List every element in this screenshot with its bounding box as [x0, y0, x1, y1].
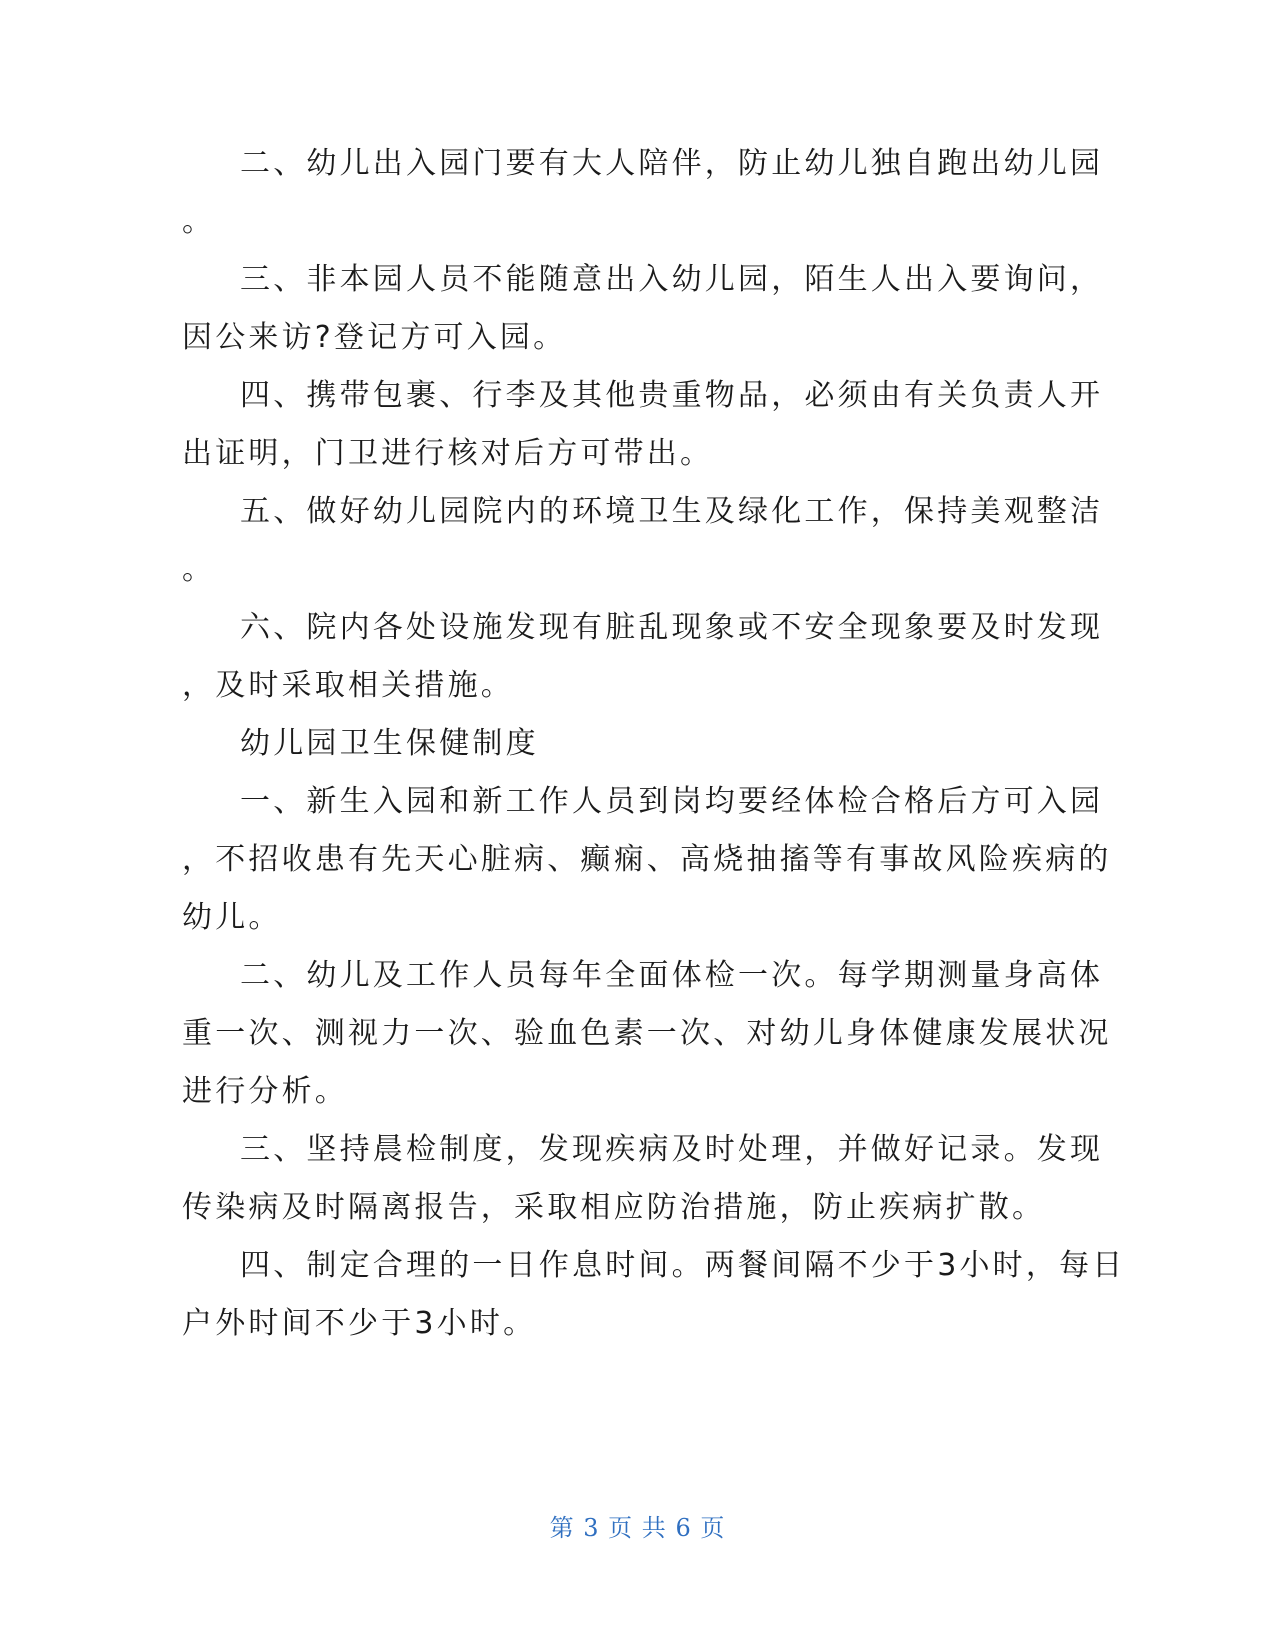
- health-paragraph-1-line-3: 幼儿。: [182, 900, 282, 935]
- health-paragraph-1-line-1: 一、新生入园和新工作人员到岗均要经体检合格后方可入园: [240, 784, 1104, 819]
- paragraph-5-line-1: 五、做好幼儿园院内的环境卫生及绿化工作，保持美观整洁: [240, 494, 1104, 529]
- section-heading: 幼儿园卫生保健制度: [240, 726, 539, 761]
- health-paragraph-2-line-3: 进行分析。: [182, 1074, 348, 1109]
- health-paragraph-2-line-1: 二、幼儿及工作人员每年全面体检一次。每学期测量身高体: [240, 958, 1104, 993]
- health-paragraph-3-line-2: 传染病及时隔离报告，采取相应防治措施，防止疾病扩散。: [182, 1190, 1046, 1225]
- paragraph-6-line-1: 六、院内各处设施发现有脏乱现象或不安全现象要及时发现: [240, 610, 1104, 645]
- health-paragraph-1-line-2: ，不招收患有先天心脏病、癫痫、高烧抽搐等有事故风险疾病的: [182, 842, 1112, 877]
- paragraph-2-line-2: 。: [182, 204, 216, 239]
- paragraph-6-line-2: ，及时采取相关措施。: [182, 668, 514, 703]
- page-number: 第 3 页 共 6 页: [549, 1514, 726, 1542]
- health-paragraph-4-line-1: 四、制定合理的一日作息时间。两餐间隔不少于3小时，每日: [240, 1248, 1126, 1283]
- paragraph-5-line-2: 。: [182, 552, 216, 587]
- health-paragraph-2-line-2: 重一次、测视力一次、验血色素一次、对幼儿身体健康发展状况: [182, 1016, 1112, 1051]
- paragraph-3-line-1: 三、非本园人员不能随意出入幼儿园，陌生人出入要询问，: [240, 262, 1104, 297]
- paragraph-3-line-2: 因公来访?登记方可入园。: [182, 320, 567, 355]
- paragraph-2-line-1: 二、幼儿出入园门要有大人陪伴，防止幼儿独自跑出幼儿园: [240, 146, 1104, 181]
- health-paragraph-3-line-1: 三、坚持晨检制度，发现疾病及时处理，并做好记录。发现: [240, 1132, 1104, 1167]
- health-paragraph-4-line-2: 户外时间不少于3小时。: [182, 1306, 537, 1341]
- paragraph-4-line-1: 四、携带包裹、行李及其他贵重物品，必须由有关负责人开: [240, 378, 1104, 413]
- paragraph-4-line-2: 出证明，门卫进行核对后方可带出。: [182, 436, 714, 471]
